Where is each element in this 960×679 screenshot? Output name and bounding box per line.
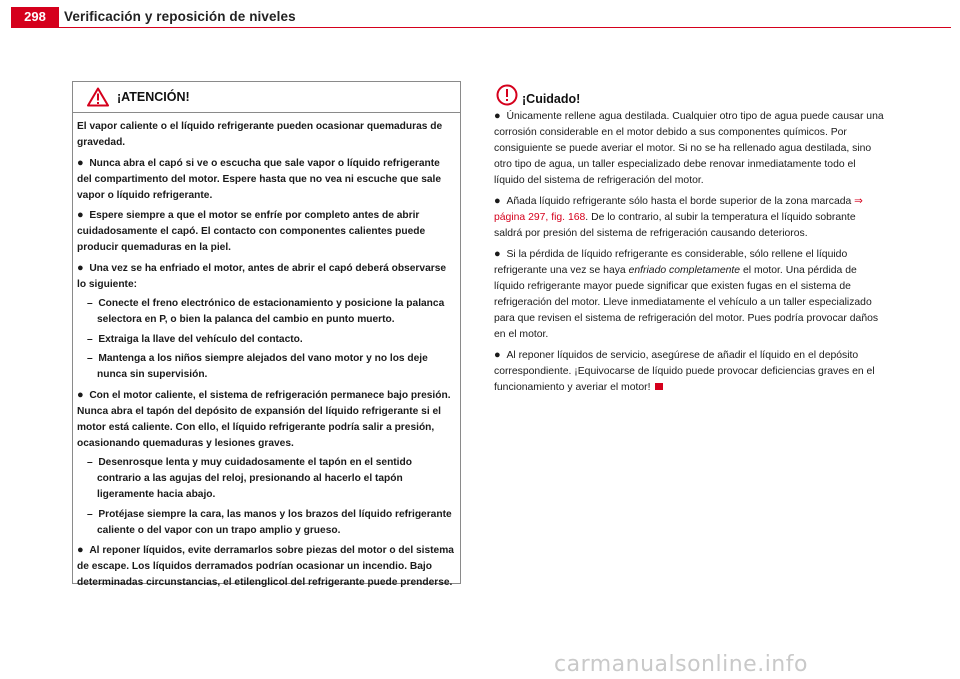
header-rule: [11, 27, 951, 28]
warning-bullet: ● Con el motor caliente, el sistema de refrigeración permanece bajo presión. Nunca abra el tapón del depósito de expansión del líquido refrigerante si el motor está caliente. Con ello, el líquido refrigerante podría salir a presión, ocasionando quemaduras y lesiones graves.: [77, 388, 451, 449]
emphasis-text: enfriado completamente: [628, 265, 741, 276]
warning-sub-item: – Desenrosque lenta y muy cuidadosamente el tapón en el sentido contrario a las agujas del reloj, presionando al hacerlo el tapón ligeramente hacia abajo.: [87, 457, 412, 500]
warning-bullet: ● Espere siempre a que el motor se enfríe por completo antes de abrir cuidadosamente el capó. El contacto con componentes calientes puede producir quemaduras en la piel.: [77, 209, 426, 253]
warning-triangle-icon: [87, 87, 109, 107]
caution-header: [492, 84, 884, 108]
page-title: Verificación y reposición de niveles: [64, 9, 296, 24]
caution-title: ¡Cuidado!: [522, 92, 581, 106]
warning-sub-item: – Conecte el freno electrónico de estacionamiento y posicione la palanca selectora en P, o bien la palanca del cambio en punto muerto.: [87, 298, 445, 325]
warning-sub-item: – Mantenga a los niños siempre alejados del vano motor y no los deje nunca sin supervisión.: [87, 353, 428, 380]
caution-body: [492, 108, 884, 396]
exclamation-circle-icon: [496, 84, 518, 106]
caution-bullet: ● Añada líquido refrigerante sólo hasta el borde superior de la zona marcada ⇒ página 297, fig. 168. De lo contrario, al subir la temperatura el líquido sobrante saldrá por presión del sistema de refrigeración causando deterioros.: [494, 195, 863, 239]
warning-sub-item: – Protéjase siempre la cara, las manos y los brazos del líquido refrigerante caliente o del vapor con un trapo amplio y grueso.: [87, 508, 452, 536]
warning-body: [73, 113, 460, 591]
warning-bullet: ● Al reponer líquidos, evite derramarlos sobre piezas del motor o del sistema de escape. Los líquidos derramados podrían ocasionar un incendio. Bajo determinadas circunstancias, el etilenglicol del refrigerante puede prenderse.: [77, 544, 454, 588]
page-number: 298: [11, 7, 59, 27]
warning-box: [72, 81, 461, 588]
end-square-icon: [655, 383, 663, 390]
page-reference-link[interactable]: ⇒ página 297, fig. 168: [494, 196, 863, 223]
warning-bullet: ● Nunca abra el capó si ve o escucha que sale vapor o líquido refrigerante del compartimento del motor. Espere hasta que no vea ni escuche que sale vapor o líquido refrigerante.: [77, 156, 442, 201]
caution-bullet: ● Si la pérdida de líquido refrigerante es considerable, sólo rellene el líquido refrigerante una vez se haya enfriado completamente el motor. Una pérdida de líquido refrigerante mayor puede significar que existen fugas en el sistema de refrigeración del motor. Lleve inmediatamente el vehículo a un taller especializado para que revisen el sistema de refrigeración del motor. Pues podría provocar daños en el motor.: [494, 248, 879, 340]
watermark: carmanualsonline.info: [554, 652, 808, 677]
caution-bullet: ● Al reponer líquidos de servicio, asegúrese de añadir el líquido en el depósito correspondiente. ¡Equivocarse de líquido puede provocar deficiencias graves en el funcionamiento y averiar el motor!: [494, 349, 875, 393]
caution-section: [492, 84, 884, 400]
warning-sub-item: – Extraiga la llave del vehículo del contacto.: [87, 333, 303, 345]
warning-title: ¡ATENCIÓN!: [117, 90, 190, 104]
warning-header: [73, 82, 460, 113]
warning-bullet: ● Una vez se ha enfriado el motor, antes de abrir el capó deberá observarse lo siguiente:: [77, 261, 447, 290]
warning-intro: El vapor caliente o el líquido refrigerante pueden ocasionar quemaduras de gravedad.: [77, 121, 443, 148]
caution-bullet: ● Únicamente rellene agua destilada. Cualquier otro tipo de agua puede causar una corrosión considerable en el motor debido a sus componentes químicos. Por consiguiente se puede averiar el motor. Si no se ha rellenado agua destilada, sino otro tipo de agua, un taller especializado debe renovar inmediatamente todo el líquido del sistema de refrigeración del motor.: [494, 110, 884, 186]
page-header: [0, 0, 960, 30]
